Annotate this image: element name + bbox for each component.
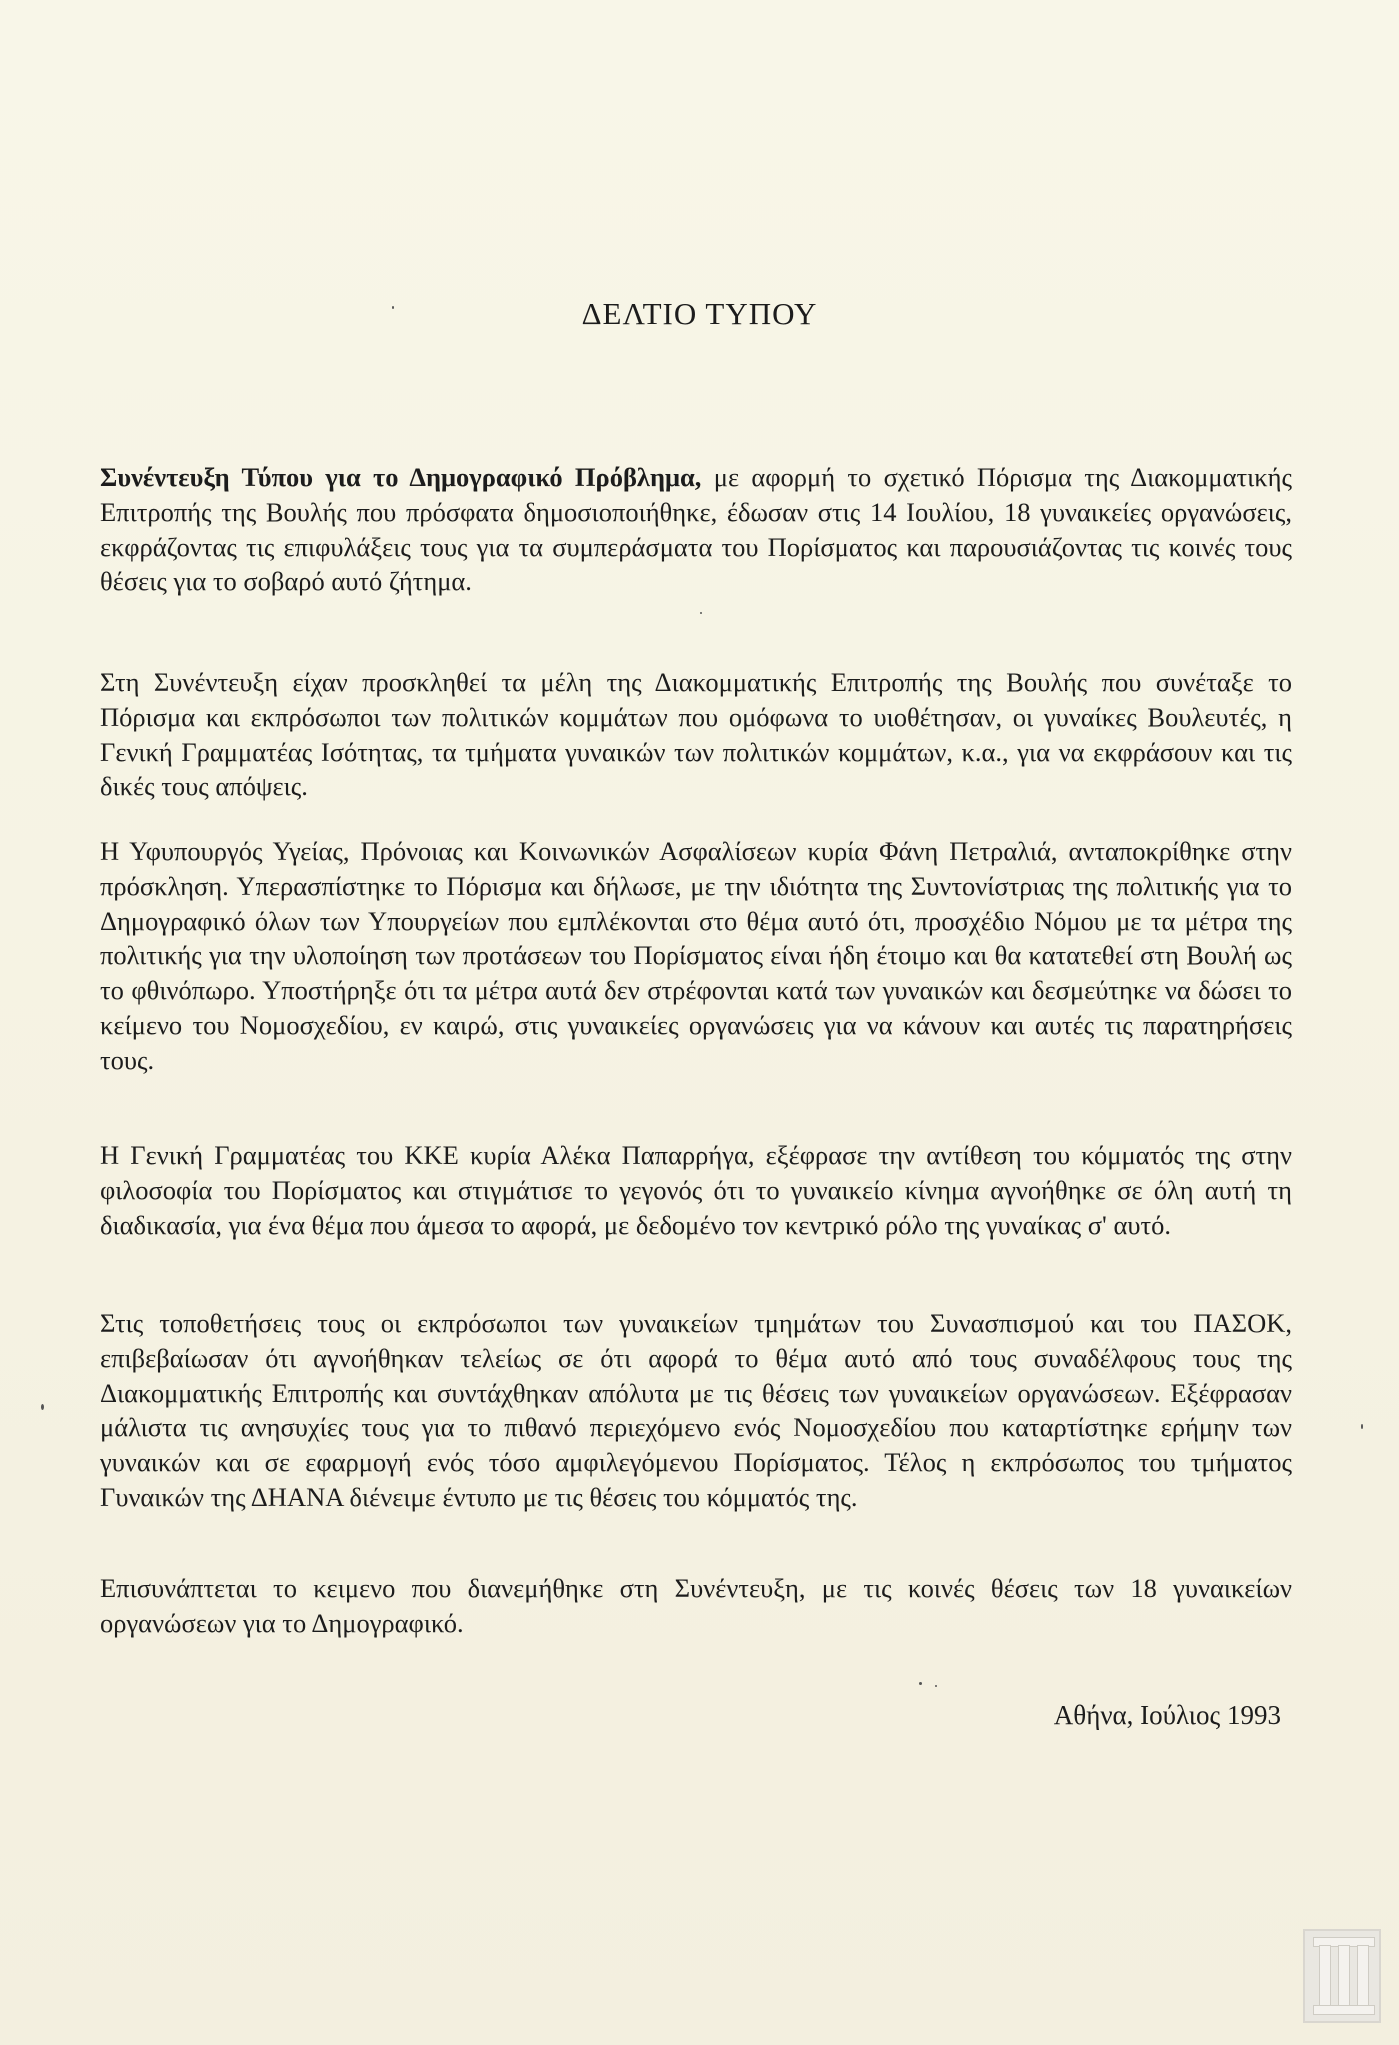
scan-speck xyxy=(41,1404,44,1410)
paragraph-1-text: με αφορμή το σχετικό Πόρισμα της Διακομματικής Επιτροπής της Βουλής που πρόσφατα δημοσιοποιήθηκε, έδωσαν στις 14 Ιουλίου, 18 γυναικείες οργανώσεις, εκφράζοντας τις επιφυλάξεις τους για τα συμπεράσματα του Πορίσματος και παρουσιάζοντας τις κοινές τους θέσεις για το σοβαρό αυτό ζήτημα. xyxy=(100,462,1292,597)
paragraph-5: Στις τοποθετήσεις τους οι εκπρόσωποι των γυναικείων τμημάτων του Συνασπισμού και του ΠΑΣΟΚ, επιβεβαίωσαν ότι αγνοήθηκαν τελείως σε ότι αφορά το θέμα αυτό από τους συναδέλφους τους της Διακομματικής Επιτροπής και συντάχθηκαν απόλυτα με τις θέσεις των γυναικείων οργανώσεων. Εξέφρασαν μάλιστα τις ανησυχίες τους για το πιθανό περιεχόμενο ενός Νομοσχεδίου που καταρτίστηκε ερήμην των γυναικών και σε εφαρμογή ενός τόσο αμφιλεγόμενου Πορίσματος. Τέλος η εκπρόσωπος του τμήματος Γυναικών της ΔΗΑΝΑ διένειμε έντυπο με τις θέσεις του κόμματός της. xyxy=(100,1308,1292,1512)
paragraph-1 xyxy=(100,460,1292,599)
paragraph-6: Επισυνάπτεται το κειμενο που διανεμήθηκε στη Συνέντευξη, με τις κοινές θέσεις των 18 γυναικείων οργανώσεων για το Δημογραφικό. xyxy=(100,1573,1292,1638)
scan-speck xyxy=(919,1682,922,1685)
document-title: ΔΕΛΤΙΟ ΤΥΠΟΥ xyxy=(581,296,818,331)
scan-speck xyxy=(392,306,394,309)
paragraph-3: Η Υφυπουργός Υγείας, Πρόνοιας και Κοινωνικών Ασφαλίσεων κυρία Φάνη Πετραλιά, ανταποκρίθηκε στην πρόσκληση. Υπερασπίστηκε το Πόρισμα και δήλωσε, με την ιδιότητα της Συντονίστριας της πολιτικής για το Δημογραφικό όλων των Υπουργείων που εμπλέκονται στο θέμα αυτό ότι, προσχέδιο Νόμου με τα μέτρα της πολιτικής για την υλοποίηση των προτάσεων του Πορίσματος είναι ήδη έτοιμο και θα κατατεθεί στη Βουλή ως το φθινόπωρο. Υποστήρηξε ότι τα μέτρα αυτά δεν στρέφονται κατά των γυναικών και δεσμεύτηκε να δώσει το κείμενο του Νομοσχεδίου, εν καιρώ, στις γυναικείες οργανώσεις για να κάνουν και αυτές τις παρατηρήσεις τους. xyxy=(100,836,1292,1075)
paragraph-2: Στη Συνέντευξη είχαν προσκληθεί τα μέλη της Διακομματικής Επιτροπής της Βουλής που συνέταξε το Πόρισμα και εκπρόσωποι των πολιτικών κομμάτων που ομόφωνα το υιοθέτησαν, οι γυναίκες Βουλευτές, η Γενική Γραμματέας Ισότητας, τα τμήματα γυναικών των πολιτικών κομμάτων, κ.α., για να εκφράσουν και τις δικές τους απόψεις. xyxy=(100,667,1292,802)
signoff-date: Αθήνα, Ιούλιος 1993 xyxy=(1053,1700,1281,1730)
paragraph-1-lead: Συνέντευξη Τύπου για το Δημογραφικό Πρόβλημα, xyxy=(100,462,702,492)
paragraph-4: Η Γενική Γραμματέας του ΚΚΕ κυρία Αλέκα Παπαρρήγα, εξέφρασε την αντίθεση του κόμματός της στην φιλοσοφία του Πορίσματος και στιγμάτισε το γεγονός ότι το γυναικείο κίνημα αγνοήθηκε σε όλη αυτή τη διαδικασία, για ένα θέμα που άμεσα το αφορά, με δεδομένο τον κεντρικό ρόλο της γυναίκας σ' αυτό. xyxy=(100,1140,1292,1240)
scan-speck xyxy=(700,612,702,614)
scan-speck xyxy=(935,1685,937,1687)
scan-speck xyxy=(1361,1424,1363,1429)
archive-stamp-icon xyxy=(1303,1929,1381,2023)
